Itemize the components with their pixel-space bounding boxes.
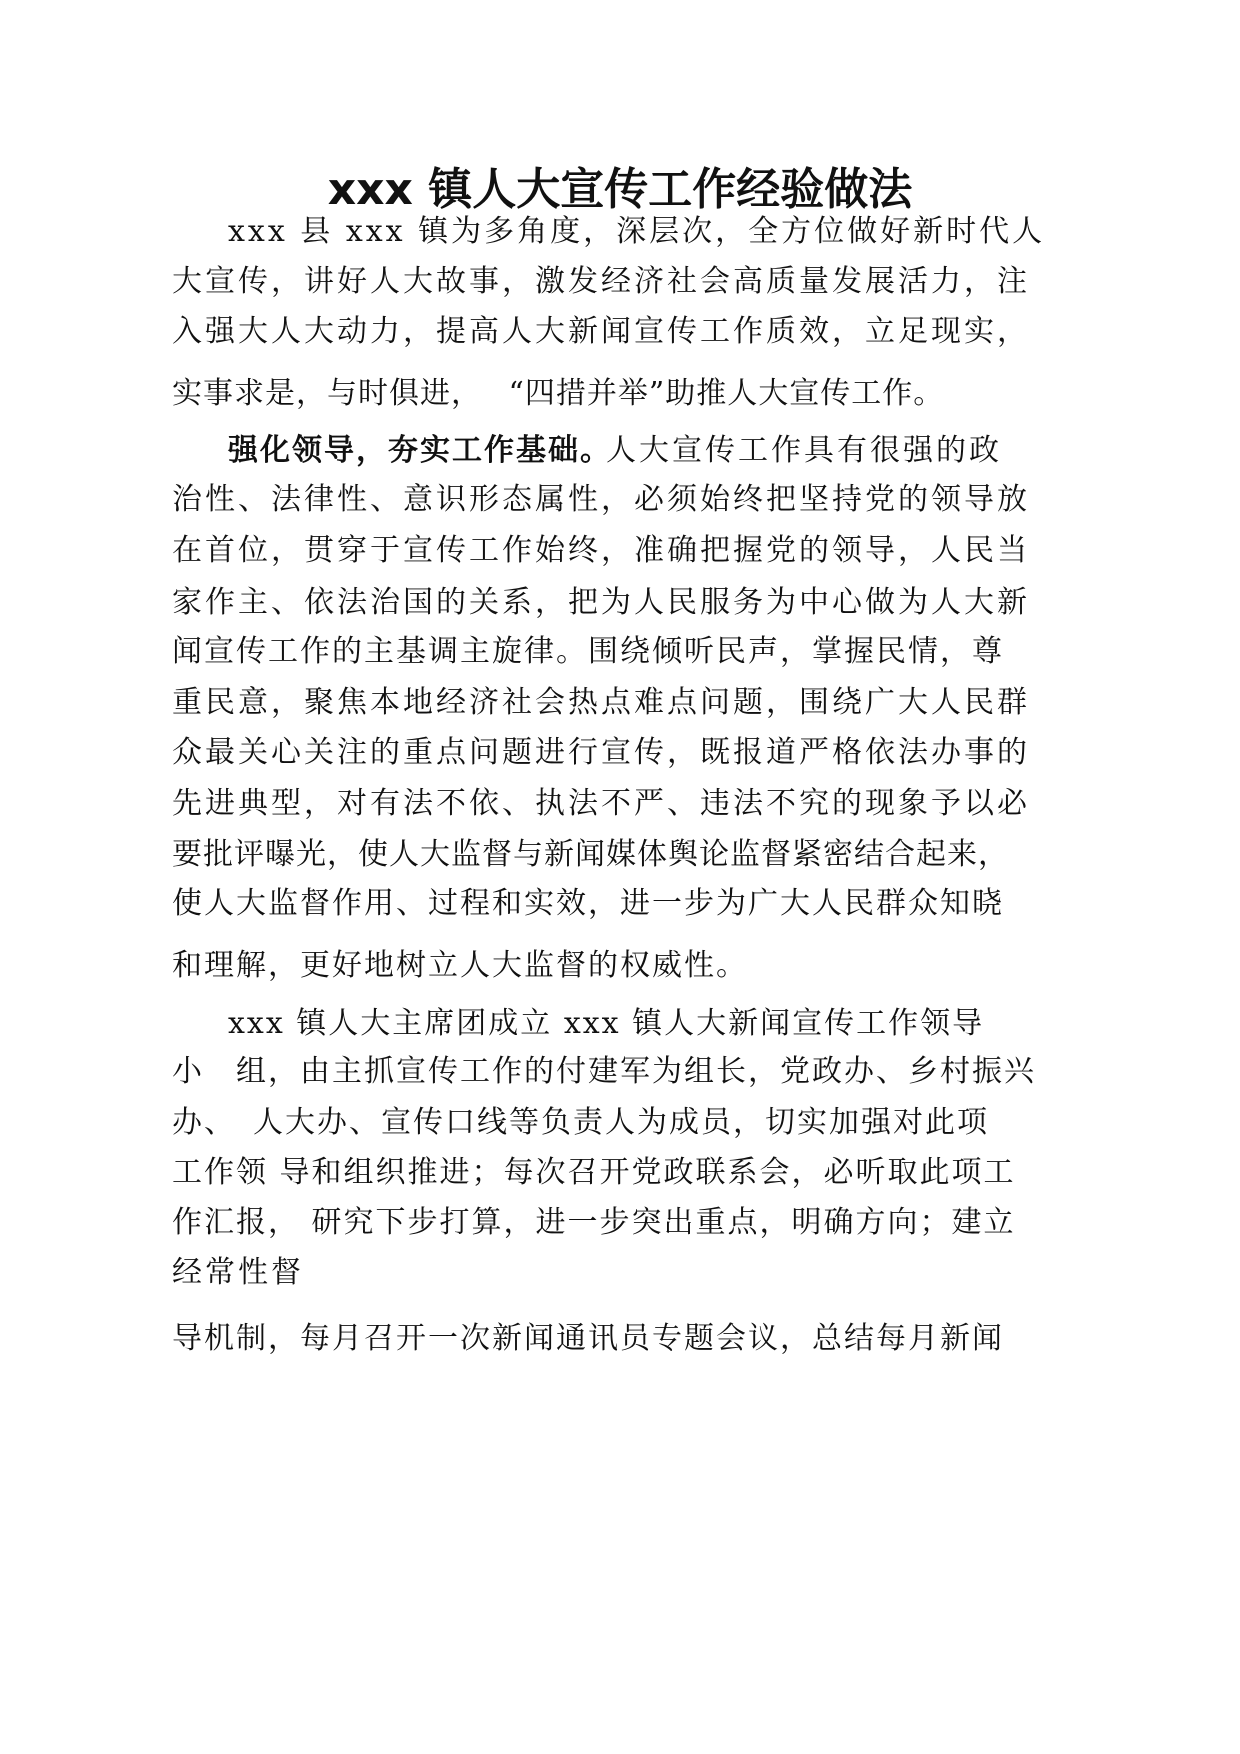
paragraph-2-line: 先进典型，对有法不依、执法不严、违法不究的现象予以必	[172, 786, 1030, 821]
paragraph-2-lead: 强化领导，夯实工作基础。	[228, 433, 612, 468]
paragraph-2-line: 人大宣传工作具有很强的政	[606, 433, 1002, 468]
paragraph-3-line: 作汇报， 研究下步打算，进一步突出重点，明确方向；建立	[172, 1205, 1016, 1240]
paragraph-1-line: xxx 县 xxx 镇为多角度，深层次，全方位做好新时代人	[228, 214, 1046, 249]
paragraph-3-line: 导机制，每月召开一次新闻通讯员专题会议，总结每月新闻	[172, 1321, 1004, 1356]
paragraph-3-line: 经常性督	[172, 1255, 304, 1290]
paragraph-1-line: 大宣传，讲好人大故事，激发经济社会高质量发展活力，注	[172, 264, 1030, 299]
paragraph-2-line: 要批评曝光，使人大监督与新闻媒体舆论监督紧密结合起来，	[172, 837, 1009, 872]
paragraph-2-line: 使人大监督作用、过程和实效，进一步为广大人民群众知晓	[172, 886, 1004, 921]
paragraph-2-line: 闻宣传工作的主基调主旋律。围绕倾听民声，掌握民情，尊	[172, 634, 1004, 669]
paragraph-2-line: 在首位，贯穿于宣传工作始终，准确把握党的领导，人民当	[172, 533, 1030, 568]
paragraph-2-line: 重民意，聚焦本地经济社会热点难点问题，围绕广大人民群	[172, 685, 1030, 720]
paragraph-2-line: 家作主、依法治国的关系，把为人民服务为中心做为人大新	[172, 585, 1030, 620]
paragraph-1-line: 入强大人大动力，提高人大新闻宣传工作质效，立足现实，	[172, 314, 1030, 349]
paragraph-3-line: 办、 人大办、宣传口线等负责人为成员，切实加强对此项	[172, 1105, 989, 1140]
document-title: xxx 镇人大宣传工作经验做法	[327, 164, 913, 215]
paragraph-2-line: 和理解，更好地树立人大监督的权威性。	[172, 948, 748, 983]
paragraph-2-line: 治性、法律性、意识形态属性，必须始终把坚持党的领导放	[172, 482, 1030, 517]
paragraph-3-line: 工作领 导和组织推进；每次召开党政联系会，必听取此项工	[172, 1155, 1016, 1190]
paragraph-3-line: xxx 镇人大主席团成立 xxx 镇人大新闻宣传工作领导	[228, 1006, 985, 1041]
paragraph-3-line: 小 组，由主抓宣传工作的付建军为组长，党政办、乡村振兴	[172, 1054, 1036, 1089]
paragraph-2-line: 众最关心关注的重点问题进行宣传，既报道严格依法办事的	[172, 735, 1030, 770]
paragraph-1-line: 实事求是，与时俱进， “四措并举”助推人大宣传工作。	[172, 376, 945, 411]
